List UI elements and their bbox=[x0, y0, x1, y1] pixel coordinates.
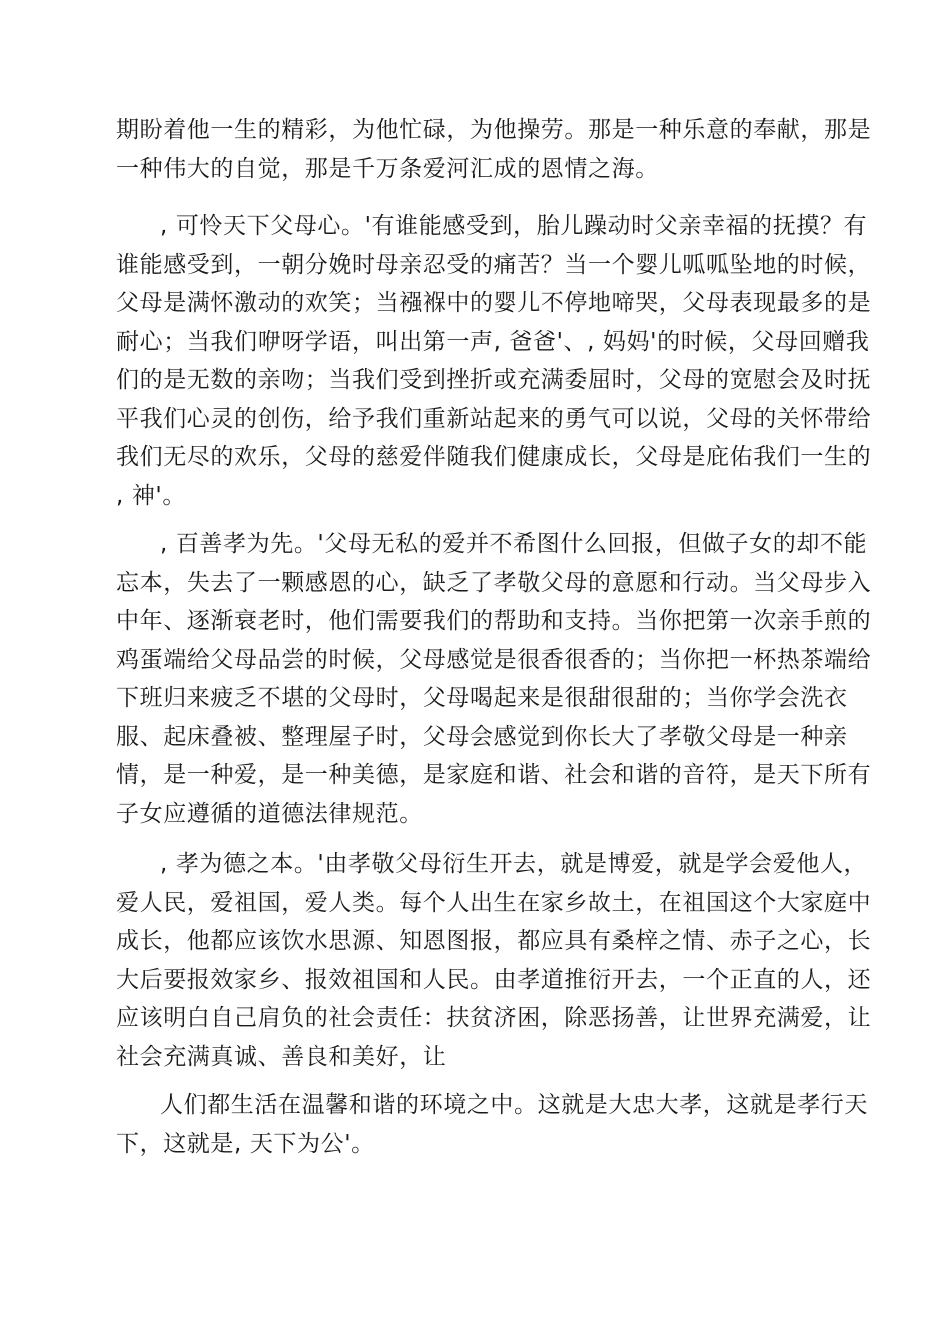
paragraph-5 bbox=[116, 1086, 868, 1163]
paragraph-line: 平我们心灵的创伤，给予我们重新站起来的勇气可以说，父母的关怀带给 bbox=[116, 405, 872, 432]
paragraph-line: 谁能感受到，一朝分娩时母亲忍受的痛苦？当一个婴儿呱呱坠地的时候， bbox=[116, 251, 872, 278]
paragraph-line: 人们都生活在温馨和谐的环境之中。这就是大忠大孝，这就是孝行天 bbox=[160, 1092, 868, 1118]
paragraph-line: 们的是无数的亲吻；当我们受到挫折或充满委屈时，父母的宽慰会及时抚 bbox=[116, 367, 872, 393]
paragraph-line: , 百善孝为先。'父母无私的爱并不希图什么回报，但做子女的却不能 bbox=[160, 531, 868, 557]
paragraph-line: 大后要报效家乡、报效祖国和人民。由孝道推衍开去，一个正直的人，还 bbox=[116, 966, 872, 993]
paragraph-line: 下，这就是, 天下为公'。 bbox=[116, 1130, 375, 1157]
paragraph-line: 服、起床叠被、整理屋子时，父母会感觉到你长大了孝敬父母是一种亲 bbox=[116, 723, 848, 750]
paragraph-line: , 孝为德之本。'由孝敬父母衍生开去，就是博爱，就是学会爱他人， bbox=[160, 851, 868, 877]
paragraph-line: 鸡蛋端给父母品尝的时候，父母感觉是很香很香的；当你把一杯热茶端给 bbox=[116, 646, 872, 673]
paragraph-line: 子女应遵循的道德法律规范。 bbox=[116, 800, 423, 827]
paragraph-line: 忘本，失去了一颗感恩的心，缺乏了孝敬父母的意愿和行动。当父母步入 bbox=[116, 569, 872, 596]
paragraph-line: 应该明白自己肩负的社会责任：扶贫济困，除恶扬善，让世界充满爱，让 bbox=[116, 1005, 872, 1031]
paragraph-2 bbox=[116, 207, 872, 515]
paragraph-line: 爱人民，爱祖国，爱人类。每个人出生在家乡故土，在祖国这个大家庭中 bbox=[116, 889, 872, 916]
paragraph-line: 耐心；当我们咿呀学语，叫出第一声, 爸爸'、, 妈妈'的时候，父母回赠我 bbox=[116, 328, 870, 355]
paragraph-line: 情，是一种爱，是一种美德，是家庭和谐、社会和谐的音符，是天下所有 bbox=[116, 762, 872, 788]
paragraph-line: 期盼着他一生的精彩，为他忙碌，为他操劳。那是一种乐意的奉献，那是 bbox=[116, 117, 872, 143]
paragraph-line: , 可怜天下父母心。'有谁能感受到，胎儿躁动时父亲幸福的抚摸？有 bbox=[160, 213, 868, 239]
paragraph-4 bbox=[116, 845, 872, 1076]
paragraph-line: 成长，他都应该饮水思源、知恩图报，都应具有桑梓之情、赤子之心，长 bbox=[116, 928, 872, 954]
paragraph-line: 社会充满真诚、善良和美好，让 bbox=[116, 1043, 447, 1070]
paragraph-line: 我们无尽的欢乐，父母的慈爱伴随我们健康成长，父母是庇佑我们一生的 bbox=[116, 444, 872, 470]
paragraph-line: 一种伟大的自觉，那是千万条爱河汇成的恩情之海。 bbox=[116, 155, 659, 182]
paragraph-1 bbox=[116, 111, 872, 188]
paragraph-line: 中年、逐渐衰老时，他们需要我们的帮助和支持。当你把第一次亲手煎的 bbox=[116, 608, 872, 634]
paragraph-line: 父母是满怀激动的欢笑；当襁褓中的婴儿不停地啼哭，父母表现最多的是 bbox=[116, 290, 872, 316]
paragraph-line: , 神'。 bbox=[116, 482, 186, 509]
paragraph-line: 下班归来疲乏不堪的父母时，父母喝起来是很甜很甜的；当你学会洗衣 bbox=[116, 685, 848, 711]
paragraph-3 bbox=[116, 525, 872, 833]
